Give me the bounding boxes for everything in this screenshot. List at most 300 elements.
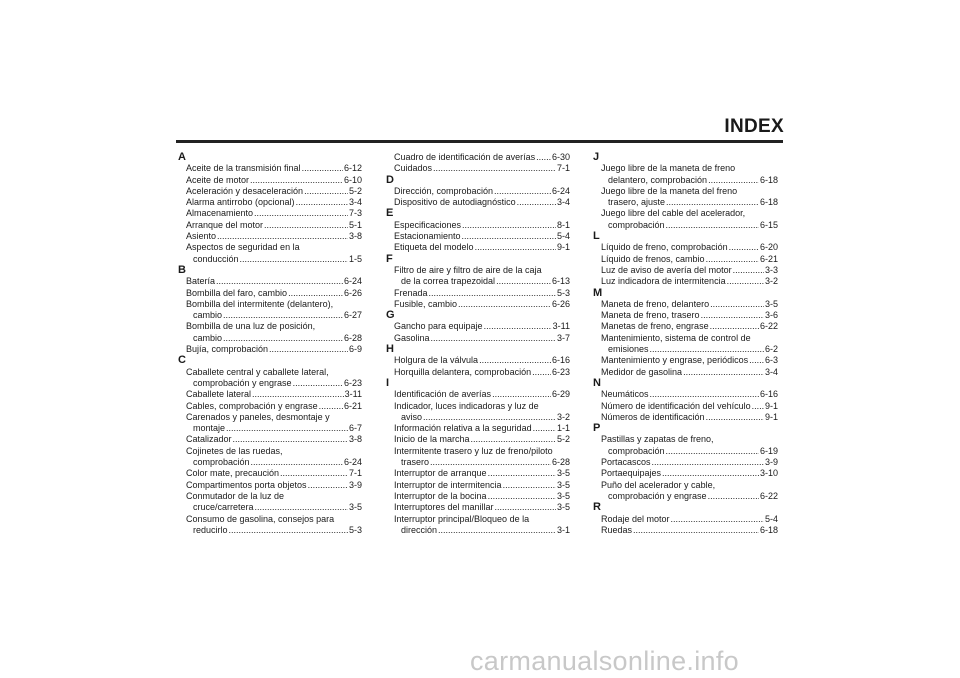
dot-leader (304, 186, 348, 197)
index-entry (176, 446, 362, 469)
dot-leader (302, 163, 343, 174)
index-entry (176, 288, 362, 299)
entry-line (394, 434, 570, 445)
dot-leader (269, 344, 348, 355)
entry-text: Dirección, comprobación (394, 185, 494, 196)
index-entry (176, 434, 362, 445)
index-entry (384, 265, 570, 288)
dot-leader (252, 389, 344, 400)
dot-leader (296, 197, 348, 208)
dot-leader (240, 254, 348, 265)
dot-leader (431, 333, 556, 344)
entry-line (394, 389, 570, 400)
section-letter: I (386, 376, 390, 389)
entry-text: Interruptor de arranque (394, 468, 487, 479)
entry-text: conducción (193, 253, 239, 264)
entry-text: de la correa trapezoidal (401, 276, 496, 287)
dot-leader (458, 299, 551, 310)
dot-leader (532, 367, 551, 378)
index-entry (176, 175, 362, 186)
index-entry (176, 163, 362, 174)
entry-text: Conmutador de la luz de (186, 490, 285, 501)
page-number: 3-5 (348, 502, 362, 513)
entry-line (601, 468, 778, 479)
section-letter: R (593, 501, 601, 514)
entry-line (186, 208, 362, 219)
index-entry (384, 333, 570, 344)
dot-leader (433, 163, 556, 174)
entry-text: trasero (401, 457, 430, 468)
entry-line (601, 457, 778, 468)
entry-text: aviso (401, 411, 423, 422)
page-number: 3-10 (759, 468, 778, 479)
index-entry (591, 401, 778, 412)
entry-line (601, 525, 778, 536)
index-entry (176, 491, 362, 514)
entry-text: Luz indicadora de intermitencia (601, 276, 726, 287)
entry-line (601, 514, 778, 525)
index-entry (591, 254, 778, 265)
entry-text: Medidor de gasolina (601, 366, 683, 377)
dot-leader (701, 310, 764, 321)
dot-leader (226, 423, 348, 434)
entry-text: Dispositivo de autodiagnóstico (394, 197, 516, 208)
entry-line (186, 502, 362, 513)
page-number: 5-3 (348, 524, 362, 535)
index-entry (384, 299, 570, 310)
entry-line (186, 468, 362, 479)
page-number: 6-7 (348, 423, 362, 434)
index-entry (384, 242, 570, 253)
index-entry (384, 220, 570, 231)
entry-line (601, 389, 778, 400)
entry-text: Aceite de la transmisión final (186, 163, 301, 174)
index-entry (591, 468, 778, 479)
entry-line (186, 525, 362, 536)
entry-line (601, 355, 778, 366)
page-number: 5-3 (556, 287, 570, 298)
page-number: 6-22 (759, 490, 778, 501)
entry-line (394, 502, 570, 513)
entry-line (601, 412, 778, 423)
index-entry (176, 197, 362, 208)
entry-text: Batería (186, 276, 216, 287)
dot-leader (319, 401, 343, 412)
dot-leader (710, 299, 764, 310)
index-entry (384, 468, 570, 479)
index-entry (591, 434, 778, 457)
entry-line (186, 254, 362, 265)
entry-text: Asiento (186, 231, 217, 242)
entry-text: comprobación (608, 219, 665, 230)
dot-leader (666, 220, 759, 231)
index-entry (591, 242, 778, 253)
entry-text: comprobación y engrase (608, 490, 707, 501)
entry-line (186, 220, 362, 231)
entry-text: Fusible, cambio (394, 298, 458, 309)
entry-line (186, 491, 362, 502)
entry-line (186, 310, 362, 321)
dot-leader (662, 468, 759, 479)
dot-leader (293, 378, 343, 389)
dot-leader (650, 344, 764, 355)
entry-line (601, 344, 778, 355)
index-entry (591, 186, 778, 209)
entry-line (394, 333, 570, 344)
entry-line (601, 446, 778, 457)
page-number: 6-27 (343, 310, 362, 321)
page-number: 3-4 (556, 197, 570, 208)
entry-line (394, 321, 570, 332)
page-number: 3-5 (556, 468, 570, 479)
index-column-3 (591, 152, 778, 536)
entry-line (601, 401, 778, 412)
dot-leader (223, 310, 343, 321)
entry-text: Aceleración y desaceleración (186, 185, 304, 196)
dot-leader (708, 175, 759, 186)
entry-text: Información relativa a la seguridad (394, 423, 532, 434)
page-number: 5-1 (348, 219, 362, 230)
entry-line (186, 175, 362, 186)
index-entry (591, 389, 778, 400)
page-number: 3-2 (556, 411, 570, 422)
entry-line (394, 514, 570, 525)
entry-text: Caballete lateral (186, 389, 252, 400)
index-entry (591, 514, 778, 525)
entry-line (601, 491, 778, 502)
index-entry (384, 480, 570, 491)
section-letter: P (593, 422, 601, 435)
dot-leader (438, 525, 556, 536)
dot-leader (706, 254, 759, 265)
entry-text: comprobación y engrase (193, 377, 292, 388)
dot-leader (749, 355, 764, 366)
section-letter: J (593, 151, 600, 163)
page-number: 3-5 (764, 298, 778, 309)
entry-text: Alarma antirrobo (opcional) (186, 197, 295, 208)
page-number: 6-24 (343, 276, 362, 287)
index-entry (591, 299, 778, 310)
title-divider (176, 140, 783, 143)
entry-line (186, 299, 362, 310)
page-number: 3-9 (348, 479, 362, 490)
index-entry (384, 389, 570, 400)
section-letter: N (593, 376, 601, 389)
index-entry (591, 333, 778, 356)
watermark: carmanualsonline.info (470, 646, 739, 676)
entry-line (186, 344, 362, 355)
entry-text: Cables, comprobación y engrase (186, 400, 318, 411)
entry-line (601, 186, 778, 197)
entry-text: Mantenimiento, sistema de control de (601, 332, 751, 343)
dot-leader (710, 321, 759, 332)
page-number: 3-6 (764, 310, 778, 321)
index-entry (591, 480, 778, 503)
entry-line (601, 163, 778, 174)
page-number: 6-10 (343, 174, 362, 185)
dot-leader (479, 355, 551, 366)
section-letter: E (386, 207, 394, 220)
dot-leader (683, 367, 764, 378)
dot-leader (223, 333, 343, 344)
section-letter: D (386, 173, 394, 186)
entry-text: Estacionamiento (394, 231, 461, 242)
entry-text: Horquilla delantera, comprobación (394, 366, 532, 377)
dot-leader (488, 468, 556, 479)
index-column-1 (176, 152, 362, 536)
entry-text: Consumo de gasolina, consejos para (186, 513, 335, 524)
page-number: 6-21 (343, 400, 362, 411)
entry-line (186, 367, 362, 378)
section-letter: F (386, 252, 393, 265)
dot-leader (430, 457, 551, 468)
index-entry (384, 423, 570, 434)
index-entry (384, 434, 570, 445)
entry-line (601, 175, 778, 186)
dot-leader (494, 186, 551, 197)
entry-text: Mantenimiento y engrase, periódicos (601, 355, 749, 366)
dot-leader (471, 434, 556, 445)
entry-text: Luz de aviso de avería del motor (601, 264, 732, 275)
entry-text: Maneta de freno, delantero (601, 298, 710, 309)
index-entry (176, 220, 362, 231)
entry-text: Cojinetes de las ruedas, (186, 445, 283, 456)
entry-line (601, 434, 778, 445)
entry-text: Identificación de averías (394, 389, 492, 400)
dot-leader (503, 480, 556, 491)
section-letter: C (178, 354, 186, 367)
page-number: 6-24 (551, 185, 570, 196)
index-entry (176, 468, 362, 479)
entry-line (394, 355, 570, 366)
index-entry (384, 502, 570, 513)
entry-text: Ruedas (601, 524, 633, 535)
page-number: 6-23 (551, 366, 570, 377)
page-number: 9-1 (764, 400, 778, 411)
entry-text: Números de identificación (601, 411, 705, 422)
entry-text: Indicador, luces indicadoras y luz de (394, 400, 539, 411)
dot-leader (652, 457, 764, 468)
index-entry (591, 412, 778, 423)
dot-leader (708, 491, 759, 502)
page-number: 3-8 (348, 231, 362, 242)
dot-leader (423, 412, 556, 423)
entry-line (186, 378, 362, 389)
entry-text: Manetas de freno, engrase (601, 321, 709, 332)
section-letter: M (593, 286, 603, 299)
entry-line (601, 197, 778, 208)
entry-line (601, 333, 778, 344)
entry-line (601, 276, 778, 287)
dot-leader (216, 276, 343, 287)
index-entry (384, 163, 570, 174)
page-number: 5-4 (764, 513, 778, 524)
entry-text: Juego libre del cable del acelerador, (601, 208, 746, 219)
dot-leader (429, 288, 556, 299)
page-number: 6-28 (551, 457, 570, 468)
page-number: 9-1 (556, 242, 570, 253)
entry-text: Filtro de aire y filtro de aire de la caja (394, 264, 542, 275)
page-number: 6-2 (764, 344, 778, 355)
dot-leader (492, 389, 551, 400)
entry-text: Bombilla del faro, cambio (186, 287, 288, 298)
section-letter: B (178, 263, 186, 276)
page-number: 6-15 (759, 219, 778, 230)
dot-leader (733, 265, 764, 276)
page-number: 6-23 (343, 377, 362, 388)
entry-text: Juego libre de la maneta de freno (601, 163, 736, 174)
entry-line (394, 288, 570, 299)
page-number: 1-5 (348, 253, 362, 264)
page-number: 6-21 (759, 253, 778, 264)
dot-leader (484, 321, 552, 332)
page-number: 6-19 (759, 445, 778, 456)
entry-line (601, 265, 778, 276)
entry-text: Interruptor de la bocina (394, 490, 487, 501)
dot-leader (264, 220, 348, 231)
page-number: 3-4 (764, 366, 778, 377)
page-number: 3-11 (552, 321, 570, 332)
index-entry (384, 231, 570, 242)
entry-text: Interruptores del manillar (394, 502, 494, 513)
dot-leader (729, 242, 759, 253)
page-number: 8-1 (556, 219, 570, 230)
page-number: 3-8 (348, 434, 362, 445)
index-entry (176, 242, 362, 265)
page-number: 1-1 (556, 423, 570, 434)
index-entry (384, 321, 570, 332)
entry-text: Aspectos de seguridad en la (186, 242, 300, 253)
dot-leader (233, 434, 348, 445)
page-number: 5-4 (556, 231, 570, 242)
dot-leader (706, 412, 764, 423)
entry-line (186, 457, 362, 468)
entry-line (394, 197, 570, 208)
entry-line (601, 254, 778, 265)
entry-text: Bombilla de una luz de posición, (186, 321, 316, 332)
index-column-2 (384, 152, 570, 536)
entry-line (394, 480, 570, 491)
entry-text: Especificaciones (394, 219, 462, 230)
dot-leader (254, 208, 348, 219)
index-entry (176, 186, 362, 197)
dot-leader (671, 514, 764, 525)
page-number: 6-29 (551, 389, 570, 400)
index-entry (591, 208, 778, 231)
index-entry (591, 457, 778, 468)
entry-line (394, 525, 570, 536)
entry-line (601, 310, 778, 321)
entry-line (394, 186, 570, 197)
entry-line (186, 446, 362, 457)
entry-text: Portaequipajes (601, 468, 662, 479)
dot-leader (308, 480, 348, 491)
index-entry (591, 310, 778, 321)
dot-leader (288, 288, 343, 299)
entry-text: delantero, comprobación (608, 174, 708, 185)
dot-leader (495, 502, 556, 513)
entry-text: Holgura de la válvula (394, 355, 479, 366)
entry-line (394, 457, 570, 468)
entry-line (394, 299, 570, 310)
entry-text: Frenada (394, 287, 428, 298)
dot-leader (650, 389, 759, 400)
page-title: INDEX (724, 116, 784, 137)
entry-line (186, 276, 362, 287)
page-number: 6-26 (551, 298, 570, 309)
index-entry (176, 276, 362, 287)
entry-line (186, 288, 362, 299)
entry-line (394, 163, 570, 174)
entry-text: Arranque del motor (186, 219, 264, 230)
page-number: 6-18 (759, 174, 778, 185)
dot-leader (475, 242, 556, 253)
page-number: 6-3 (764, 355, 778, 366)
entry-text: Portacascos (601, 457, 651, 468)
entry-text: Número de identificación del vehículo (601, 400, 751, 411)
index-entry (591, 355, 778, 366)
index-entry (384, 446, 570, 469)
section-letter: A (178, 151, 186, 163)
entry-line (186, 480, 362, 491)
entry-text: Gasolina (394, 332, 430, 343)
dot-leader (666, 197, 759, 208)
dot-leader (496, 276, 551, 287)
page-number: 6-18 (759, 524, 778, 535)
entry-text: Caballete central y caballete lateral, (186, 366, 329, 377)
entry-text: Puño del acelerador y cable, (601, 479, 716, 490)
entry-line (186, 514, 362, 525)
page-number: 3-9 (764, 457, 778, 468)
index-entry (384, 152, 570, 163)
page-number: 5-2 (556, 434, 570, 445)
entry-line (394, 220, 570, 231)
index-entry (591, 163, 778, 186)
entry-text: cambio (193, 332, 223, 343)
entry-text: Almacenamiento (186, 208, 254, 219)
index-entry (591, 321, 778, 332)
dot-leader (217, 231, 348, 242)
entry-text: Juego libre de la maneta del freno (601, 185, 738, 196)
page-number: 6-28 (343, 332, 362, 343)
page-number: 7-1 (348, 468, 362, 479)
entry-line (394, 446, 570, 457)
entry-line (601, 367, 778, 378)
entry-line (601, 242, 778, 253)
page-number: 3-11 (344, 389, 362, 400)
dot-leader (517, 197, 556, 208)
index-entry (176, 231, 362, 242)
entry-line (394, 423, 570, 434)
index-entry (176, 208, 362, 219)
entry-text: Interruptor de intermitencia (394, 479, 502, 490)
entry-text: Compartimentos porta objetos (186, 479, 307, 490)
page-number: 3-4 (348, 197, 362, 208)
page-number: 6-18 (759, 197, 778, 208)
dot-leader (633, 525, 759, 536)
page-number: 6-9 (348, 344, 362, 355)
index-entry (176, 401, 362, 412)
entry-line (394, 276, 570, 287)
entry-line (186, 197, 362, 208)
entry-line (394, 468, 570, 479)
entry-text: Pastillas y zapatas de freno, (601, 434, 714, 445)
index-entry (384, 288, 570, 299)
entry-text: Carenados y paneles, desmontaje y (186, 411, 330, 422)
dot-leader (462, 231, 556, 242)
index-entry (176, 412, 362, 435)
entry-line (186, 321, 362, 332)
